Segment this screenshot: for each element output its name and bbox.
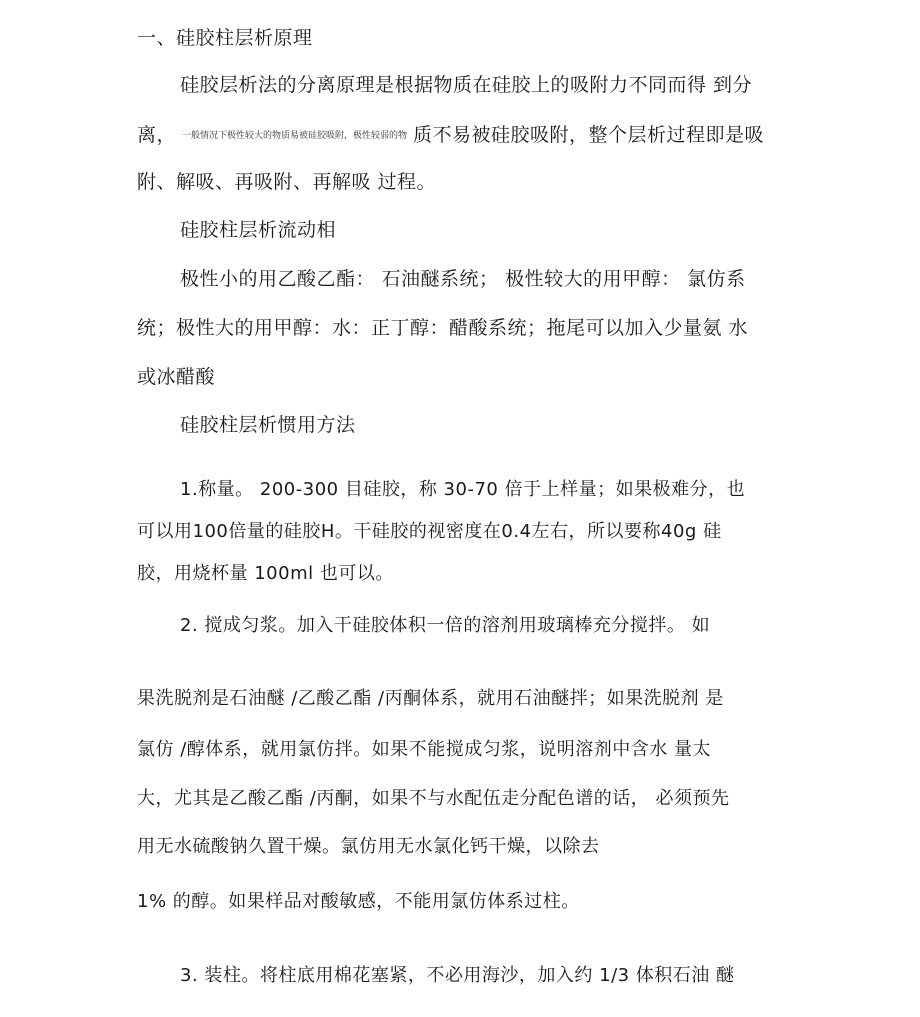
step2-line-5: 用无水硫酸钠久置干燥。氯仿用无水氯化钙干燥，以除去 (137, 836, 600, 857)
step2-line-6: 1% 的醇。如果样品对酸敏感，不能用氯仿体系过柱。 (137, 891, 580, 912)
mobile-phase-line-1: 极性小的用乙酸乙酯： 石油醚系统； 极性较大的用甲醇： 氯仿系 (180, 268, 746, 290)
step2-line-1: 2. 搅成匀浆。加入干硅胶体积一倍的溶剂用玻璃棒充分搅拌。 如 (180, 615, 711, 636)
step2-line-4: 大，尤其是乙酸乙酯 /丙酮，如果不与水配伍走分配色谱的话， 必须预先 (137, 788, 730, 809)
principle-line-2 (137, 123, 764, 148)
mobile-phase-line-3: 或冰醋酸 (137, 366, 216, 388)
mobile-phase-line-2: 统；极性大的用甲醇：水：正丁醇：醋酸系统；拖尾可以加入少量氨 水 (137, 317, 749, 339)
step2-line-3: 氯仿 /醇体系，就用氯仿拌。如果不能搅成匀浆，说明溶剂中含水 量太 (137, 739, 712, 760)
step1-line-3: 胶，用烧杯量 100ml 也可以。 (137, 563, 394, 584)
step3-line-1: 3. 装柱。将柱底用棉花塞紧，不必用海沙，加入约 1/3 体积石油 醚 (180, 965, 735, 986)
principle-line-3: 附、解吸、再吸附、再解吸 过程。 (137, 171, 437, 193)
principle-line-2-start: 离， (137, 124, 177, 146)
step2-line-2: 果洗脱剂是石油醚 /乙酸乙酯 /丙酮体系，就用石油醚拌；如果洗脱剂 是 (137, 688, 724, 709)
principle-line-1: 硅胶层析法的分离原理是根据物质在硅胶上的吸附力不同而得 到分 (180, 74, 753, 96)
principle-line-2-end: 质不易被硅胶吸附，整个层析过程即是吸 (413, 124, 765, 146)
methods-title: 硅胶柱层析惯用方法 (180, 414, 356, 436)
principle-small-note: 一般情况下极性较大的物质易被硅胶吸附，极性较弱的物 (182, 131, 408, 141)
step1-line-1: 1.称量。 200-300 目硅胶，称 30-70 倍于上样量；如果极难分，也 (180, 479, 746, 500)
step1-line-2: 可以用100倍量的硅胶H。干硅胶的视密度在0.4左右，所以要称40g 硅 (137, 521, 722, 542)
section-heading: 一、硅胶柱层析原理 (137, 27, 313, 49)
mobile-phase-title: 硅胶柱层析流动相 (180, 219, 337, 241)
